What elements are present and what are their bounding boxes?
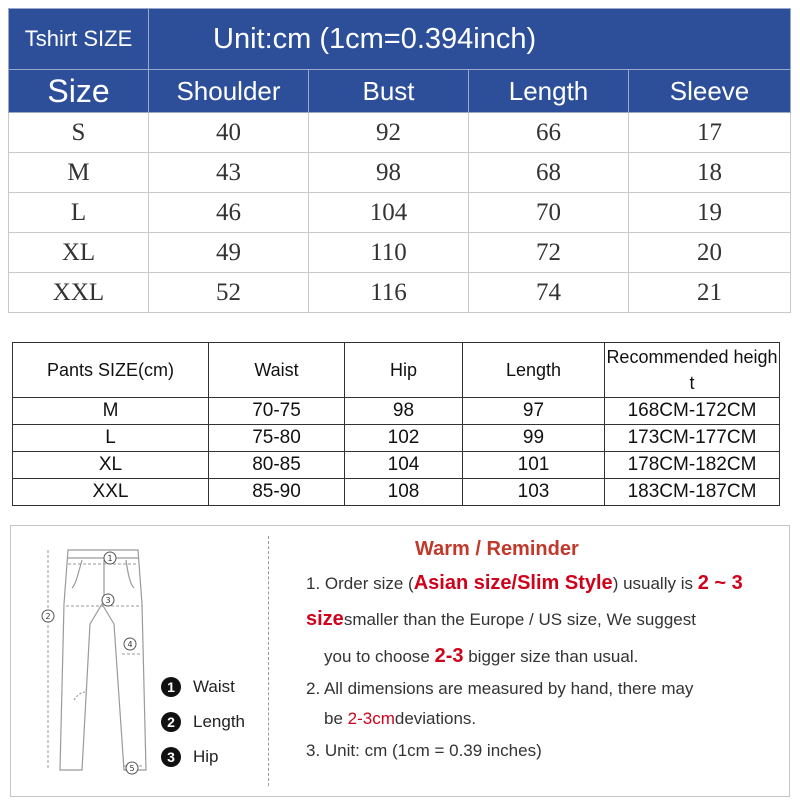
table-cell: 43 <box>149 153 309 193</box>
table-cell: 92 <box>309 113 469 153</box>
table-cell: 104 <box>309 193 469 233</box>
table-cell: 168CM-172CM <box>605 398 780 425</box>
reminder-line-5 <box>324 709 476 729</box>
table-cell: 46 <box>149 193 309 233</box>
table-cell: XL <box>13 452 209 479</box>
reminder-line-3 <box>324 645 638 668</box>
table-row <box>9 233 791 273</box>
table-cell: M <box>9 153 149 193</box>
table-cell: 80-85 <box>209 452 345 479</box>
tshirt-title: Tshirt SIZE <box>9 9 149 70</box>
reminder-line-6: 3. Unit: cm (1cm = 0.39 inches) <box>306 741 542 760</box>
table-cell: 110 <box>309 233 469 273</box>
reminder-title: Warm / Reminder <box>415 538 579 560</box>
table-cell: 49 <box>149 233 309 273</box>
column-header: Hip <box>345 343 463 398</box>
column-header: Size <box>9 70 149 113</box>
legend-hip <box>161 747 219 767</box>
text: deviations. <box>394 709 477 728</box>
tshirt-header-row <box>9 70 791 113</box>
tshirt-banner <box>9 9 791 70</box>
table-cell: S <box>9 113 149 153</box>
column-header: Length <box>463 343 605 398</box>
table-cell: 98 <box>309 153 469 193</box>
text: 1. Order size ( <box>306 574 414 593</box>
table-cell: 75-80 <box>209 425 345 452</box>
column-header: Sleeve <box>629 70 791 113</box>
table-row <box>9 153 791 193</box>
text: smaller than the Europe / US size, We suggest <box>343 610 696 629</box>
table-cell: 101 <box>463 452 605 479</box>
column-header: Shoulder <box>149 70 309 113</box>
table-cell: 108 <box>345 479 463 506</box>
reminder-line-1 <box>306 572 743 595</box>
table-cell: 97 <box>463 398 605 425</box>
table-cell: 52 <box>149 273 309 313</box>
marker-3-label: 3 <box>105 596 111 605</box>
table-cell: 103 <box>463 479 605 506</box>
table-cell: 66 <box>469 113 629 153</box>
table-cell: 19 <box>629 193 791 233</box>
table-row <box>9 113 791 153</box>
legend-waist <box>161 677 235 697</box>
table-cell: XXL <box>9 273 149 313</box>
column-header: Waist <box>209 343 345 398</box>
marker-2-label: 2 <box>45 612 51 621</box>
table-row <box>9 193 791 233</box>
marker-4-label: 4 <box>127 640 133 649</box>
highlight-text: size <box>306 608 344 630</box>
table-cell: 18 <box>629 153 791 193</box>
table-row <box>9 273 791 313</box>
column-header: Length <box>469 70 629 113</box>
unit-note: Unit:cm (1cm=0.394inch) <box>149 9 791 70</box>
table-row <box>13 425 780 452</box>
table-cell: 70-75 <box>209 398 345 425</box>
pants-header-row <box>13 343 780 398</box>
highlight-text: 2-3cm <box>347 709 395 728</box>
legend-label: Waist <box>193 677 235 696</box>
table-cell: 70 <box>469 193 629 233</box>
highlight-text: Asian size/Slim Style <box>413 572 613 594</box>
marker-5-label: 5 <box>129 764 135 773</box>
table-cell: XL <box>9 233 149 273</box>
table-cell: 99 <box>463 425 605 452</box>
table-cell: 72 <box>469 233 629 273</box>
legend-length <box>161 712 245 732</box>
table-cell: 17 <box>629 113 791 153</box>
table-cell: 173CM-177CM <box>605 425 780 452</box>
table-cell: XXL <box>13 479 209 506</box>
legend-label: Length <box>193 712 245 731</box>
column-header: Pants SIZE(cm) <box>13 343 209 398</box>
table-cell: 102 <box>345 425 463 452</box>
table-row <box>13 479 780 506</box>
table-cell: 116 <box>309 273 469 313</box>
text: be <box>324 709 348 728</box>
table-cell: 21 <box>629 273 791 313</box>
number-2-icon: 2 <box>161 712 181 732</box>
dashed-divider <box>268 536 269 786</box>
table-row <box>13 452 780 479</box>
pants-size-table <box>12 342 780 506</box>
text: ) usually is <box>612 574 698 593</box>
legend-label: Hip <box>193 747 219 766</box>
table-cell: 178CM-182CM <box>605 452 780 479</box>
table-cell: 183CM-187CM <box>605 479 780 506</box>
table-cell: 104 <box>345 452 463 479</box>
table-cell: 74 <box>469 273 629 313</box>
number-1-icon: 1 <box>161 677 181 697</box>
text: you to choose <box>324 647 435 666</box>
reminder-line-2 <box>306 608 696 631</box>
highlight-text: 2 ~ 3 <box>697 572 743 594</box>
table-cell: L <box>13 425 209 452</box>
text: bigger size than usual. <box>463 647 639 666</box>
column-header: Recommended height <box>605 343 780 398</box>
table-cell: 68 <box>469 153 629 193</box>
table-cell: 98 <box>345 398 463 425</box>
reminder-panel <box>10 525 790 797</box>
number-3-icon: 3 <box>161 747 181 767</box>
tshirt-size-table <box>8 8 791 313</box>
pants-measurement-diagram <box>38 544 158 780</box>
highlight-text: 2-3 <box>434 645 464 667</box>
table-cell: 85-90 <box>209 479 345 506</box>
table-cell: L <box>9 193 149 233</box>
marker-1-label: 1 <box>107 554 113 563</box>
reminder-line-4: 2. All dimensions are measured by hand, there may <box>306 679 694 698</box>
table-row <box>13 398 780 425</box>
table-cell: M <box>13 398 209 425</box>
table-cell: 40 <box>149 113 309 153</box>
table-cell: 20 <box>629 233 791 273</box>
column-header: Bust <box>309 70 469 113</box>
